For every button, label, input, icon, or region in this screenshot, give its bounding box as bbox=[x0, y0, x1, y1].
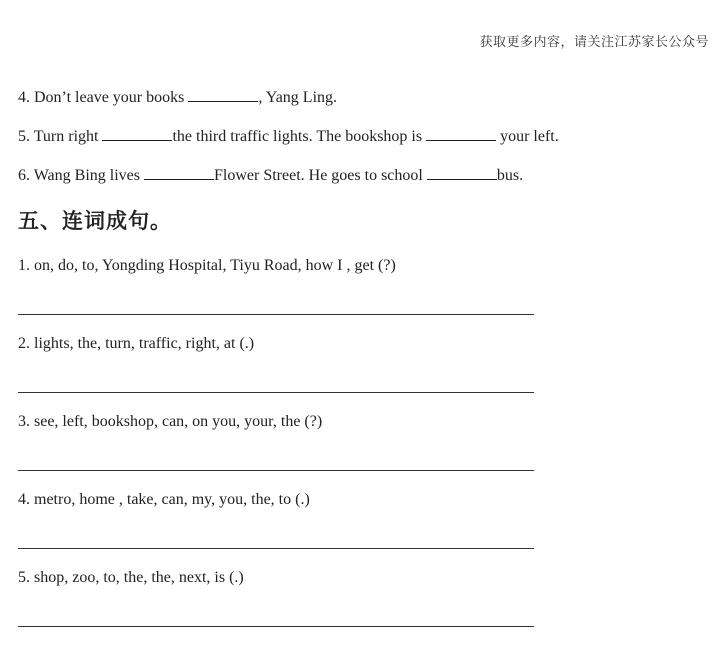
section-title: 五、连词成句。 bbox=[18, 209, 172, 233]
question-6 bbox=[18, 166, 523, 185]
answer-blank[interactable] bbox=[426, 127, 496, 141]
question-text: Wang Bing lives bbox=[33, 167, 140, 184]
sentence-prompt: 5. shop, zoo, to, the, the, next, is (.) bbox=[18, 569, 244, 586]
answer-blank[interactable] bbox=[144, 166, 214, 180]
sentence-prompt: 3. see, left, bookshop, can, on you, your, the (?) bbox=[18, 413, 323, 430]
answer-blank[interactable] bbox=[188, 88, 258, 102]
question-5 bbox=[18, 127, 559, 146]
question-text: , Yang Ling. bbox=[258, 89, 338, 106]
question-text: bus. bbox=[496, 167, 524, 184]
question-number: 5. bbox=[18, 128, 30, 145]
question-text: Flower Street. He goes to school bbox=[213, 167, 423, 184]
header-note: 获取更多内容，请关注江苏家长公众号 bbox=[479, 35, 709, 50]
sentence-prompt: 4. metro, home , take, can, my, you, the, to (.) bbox=[18, 491, 310, 508]
answer-line[interactable] bbox=[18, 392, 534, 393]
question-text: the third traffic lights. The bookshop is bbox=[172, 128, 423, 145]
answer-line[interactable] bbox=[18, 470, 534, 471]
question-4 bbox=[18, 88, 337, 107]
question-number: 6. bbox=[18, 167, 30, 184]
sentence-prompt: 1. on, do, to, Yongding Hospital, Tiyu Road, how I , get (?) bbox=[18, 257, 396, 274]
sentence-prompt: 2. lights, the, turn, traffic, right, at (.) bbox=[18, 335, 255, 352]
answer-line[interactable] bbox=[18, 626, 534, 627]
answer-line[interactable] bbox=[18, 548, 534, 549]
question-number: 4. bbox=[18, 89, 30, 106]
question-text: your left. bbox=[500, 128, 559, 145]
answer-line[interactable] bbox=[18, 314, 534, 315]
question-text: Don’t leave your books bbox=[34, 89, 185, 106]
answer-blank[interactable] bbox=[427, 166, 497, 180]
question-text: Turn right bbox=[33, 128, 99, 145]
answer-blank[interactable] bbox=[102, 127, 172, 141]
